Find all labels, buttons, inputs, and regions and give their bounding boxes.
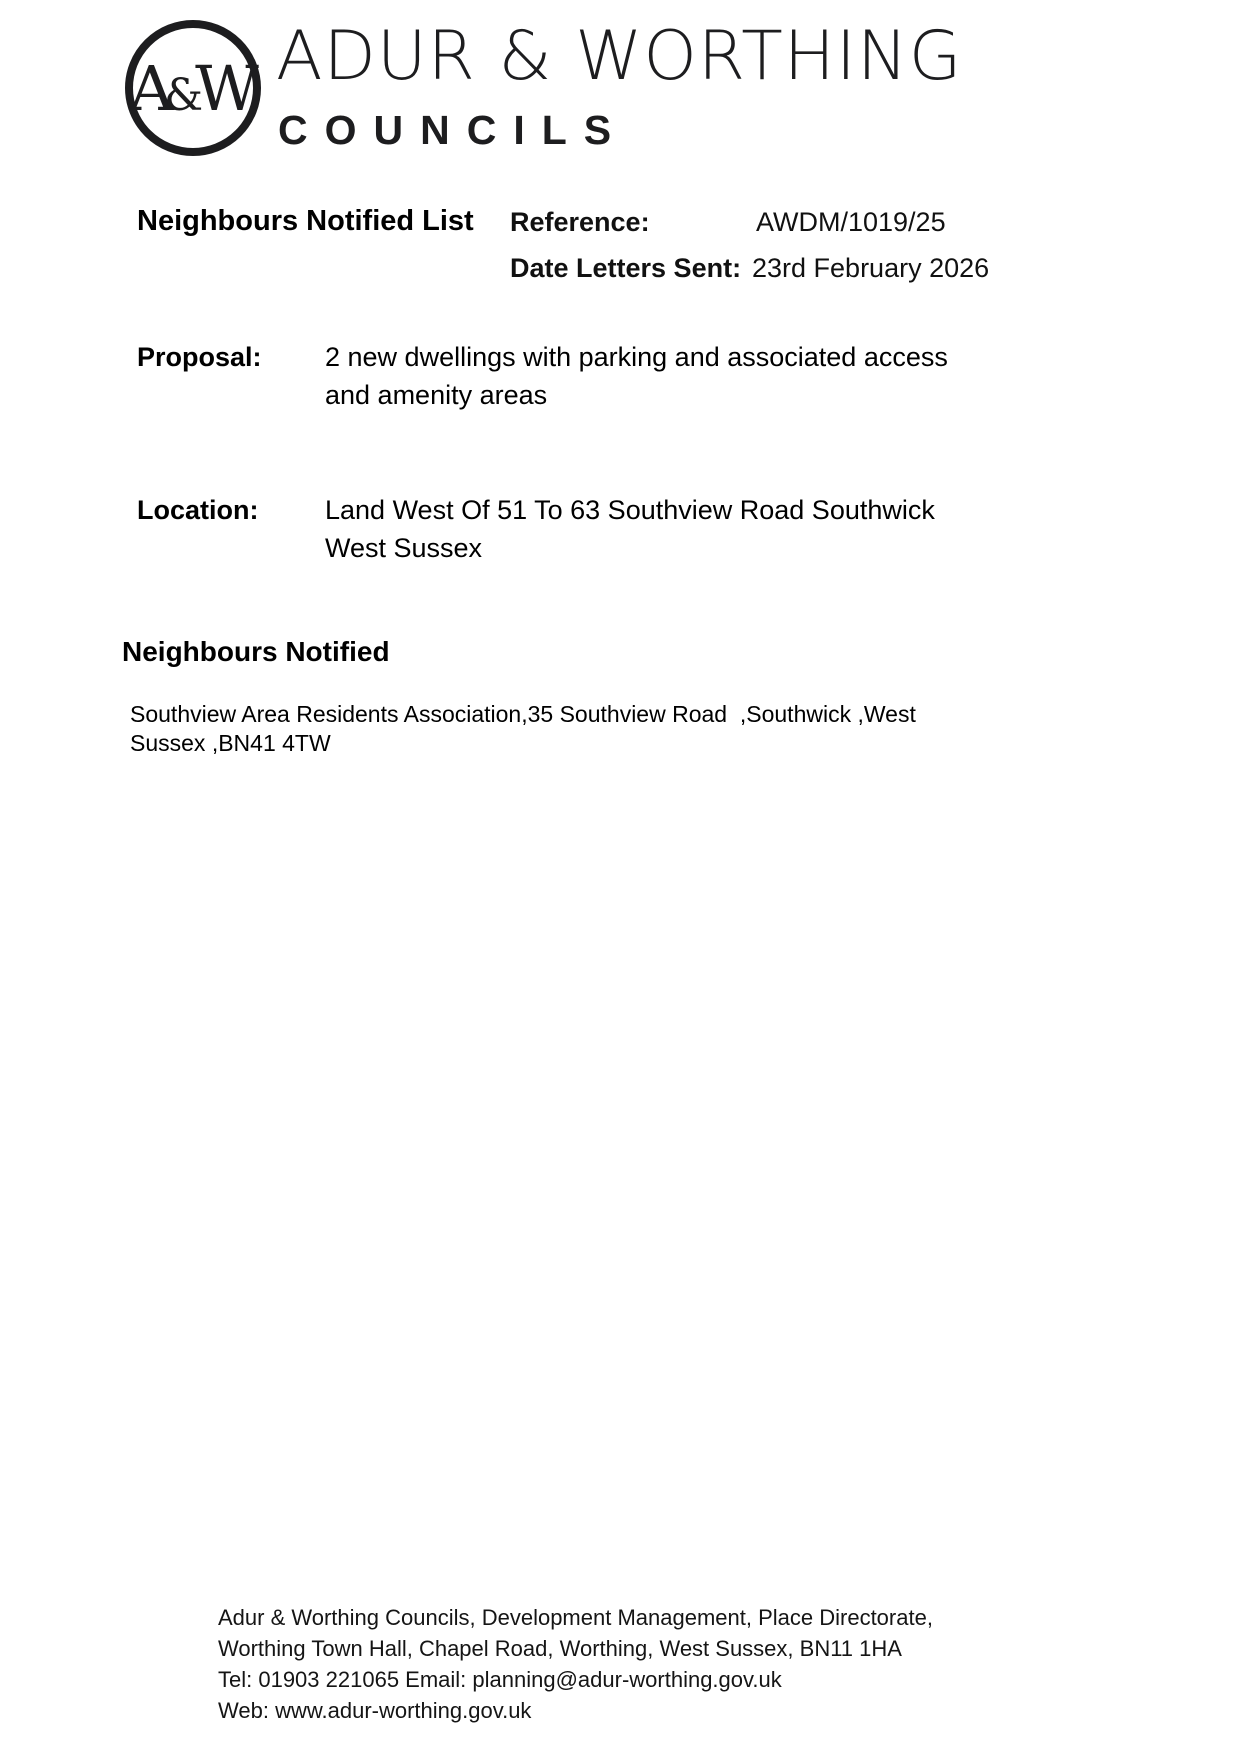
location-label: Location: xyxy=(137,495,259,525)
monogram-letter-w: W xyxy=(195,52,257,125)
proposal-value: 2 new dwellings with parking and associated access and amenity areas xyxy=(325,342,948,410)
footer-line-address-1: Adur & Worthing Councils, Development Management, Place Directorate, xyxy=(218,1605,933,1630)
document-footer xyxy=(218,1602,933,1726)
council-wordmark: ADUR & WORTHING xyxy=(276,17,963,96)
reference-label: Reference: xyxy=(510,207,650,237)
date-letters-sent-value: 23rd February 2026 xyxy=(752,253,990,283)
footer-line-web: Web: www.adur-worthing.gov.uk xyxy=(218,1698,532,1723)
date-letters-sent-label: Date Letters Sent: xyxy=(510,253,742,283)
page-title: Neighbours Notified List xyxy=(137,205,474,237)
footer-line-address-2: Worthing Town Hall, Chapel Road, Worthing, West Sussex, BN11 1HA xyxy=(218,1636,902,1661)
logo-monogram-icon xyxy=(129,52,257,125)
council-wordmark-sub: COUNCILS xyxy=(278,107,629,153)
neighbour-entry: Southview Area Residents Association,35 Southview Road ,Southwick ,West Sussex ,BN41 4TW xyxy=(130,701,923,756)
proposal-label: Proposal: xyxy=(137,342,262,372)
reference-value: AWDM/1019/25 xyxy=(756,207,946,237)
monogram-letter-a: A xyxy=(129,52,172,125)
neighbours-notified-heading: Neighbours Notified xyxy=(122,636,390,667)
monogram-ampersand: & xyxy=(163,70,204,121)
location-value: Land West Of 51 To 63 Southview Road Southwick West Sussex xyxy=(325,495,935,563)
footer-line-contact: Tel: 01903 221065 Email: planning@adur-worthing.gov.uk xyxy=(218,1667,782,1692)
council-logo xyxy=(125,20,261,156)
